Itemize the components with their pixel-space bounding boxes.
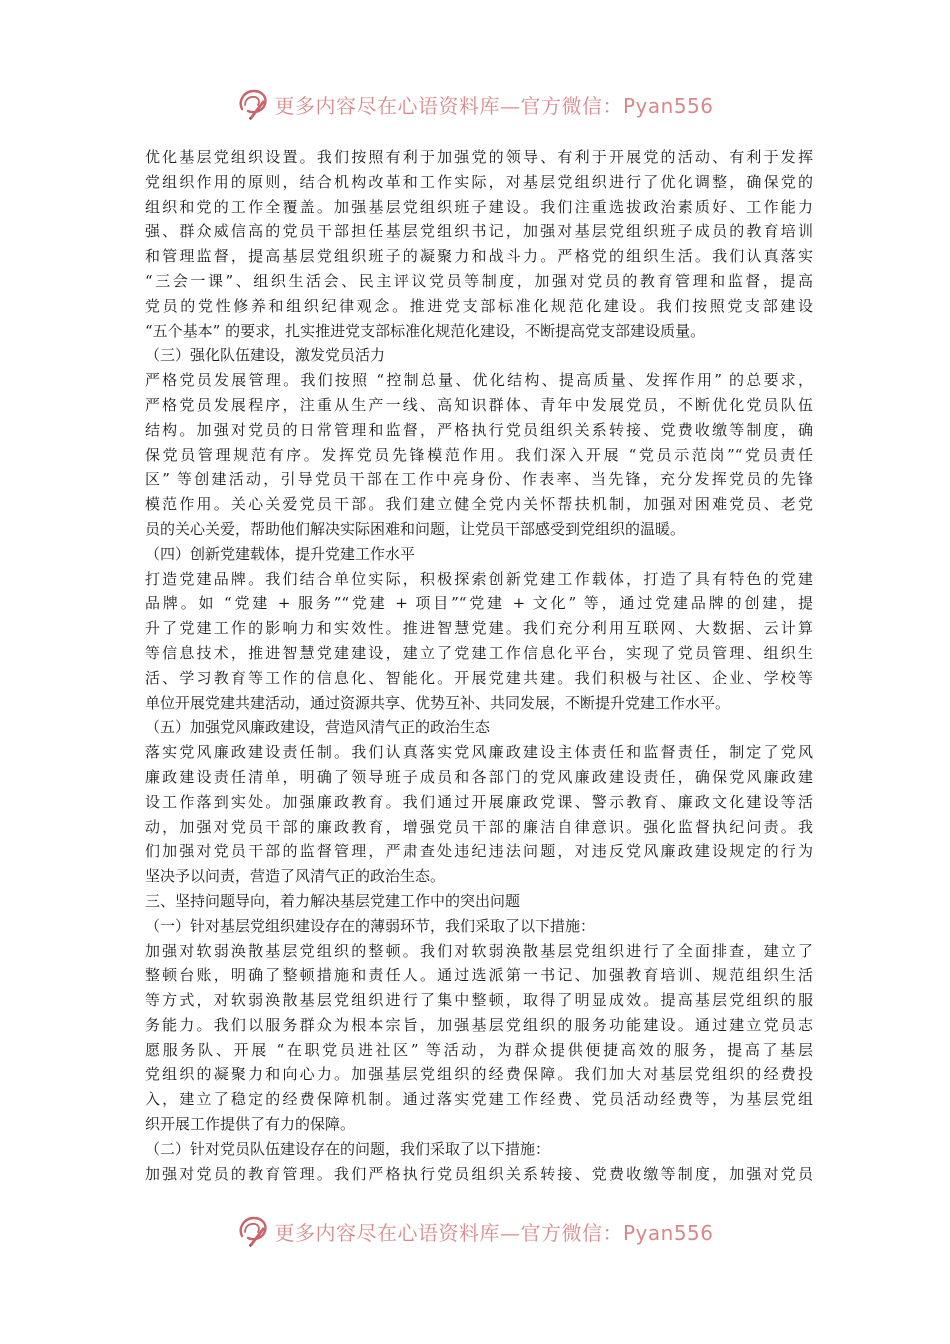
text-line: 加强对党员的教育管理。我们严格执行党员组织关系转接、党费收缴等制度，加强对党员 [145, 1164, 813, 1183]
text-line: 加强对软弱涣散基层党组织的整顿。我们对软弱涣散基层党组织进行了全面排查，建立了 [145, 941, 813, 960]
text-line: 党员的党性修养和组织纪律观念。推进党支部标准化规范化建设。我们按照党支部建设 [145, 296, 813, 315]
text-line: 严格党员发展程序，注重从生产一线、高知识群体、青年中发展党员，不断优化党员队伍 [145, 395, 813, 414]
text-line: 优化基层党组织设置。我们按照有利于加强党的领导、有利于开展党的活动、有利于发挥 [145, 148, 813, 166]
text-line: （一）针对基层党组织建设存在的薄弱环节，我们采取了以下措施： [145, 916, 596, 935]
text-line: 党组织的凝聚力和向心力。加强基层党组织的经费保障。我们加大对基层党组织的经费投 [145, 1065, 813, 1084]
header-banner [0, 84, 950, 124]
text-line: 和管理监督，提高基层党组织班子的凝聚力和战斗力。严格党的组织生活。我们认真落实 [145, 247, 813, 266]
text-line: 保党员管理规范有序。发挥党员先锋模范作用。我们深入开展 “党员示范岗”“党员责任 [145, 445, 813, 464]
text-line: 结构。加强对党员的日常管理和监督，严格执行党员组织关系转接、党费收缴等制度，确 [145, 420, 813, 439]
pen-swirl-logo-icon [236, 87, 270, 121]
text-line: （二）针对党员队伍建设存在的问题，我们采取了以下措施： [145, 1139, 551, 1158]
text-line: 设工作落到实处。加强廉政教育。我们通过开展廉政党课、警示教育、廉政文化建设等活 [145, 792, 813, 811]
text-line: 织开展工作提供了有力的保障。 [145, 1115, 356, 1134]
text-line: 三、坚持问题导向，着力解决基层党建工作中的突出问题 [145, 891, 521, 910]
text-line: 入，建立了稳定的经费保障机制。通过落实党建工作经费、党员活动经费等，为基层党组 [145, 1090, 813, 1109]
text-line: 活、学习教育等工作的信息化、智能化。开展党建共建。我们积极与社区、企业、学校等 [145, 668, 813, 687]
text-line: 单位开展党建共建活动，通过资源共享、优势互补、共同发展，不断提升党建工作水平。 [145, 693, 731, 712]
text-line: （三）强化队伍建设，激发党员活力 [145, 346, 386, 365]
text-line: 等方式，对软弱涣散基层党组织进行了集中整顿，取得了明显成效。提高基层党组织的服 [145, 991, 813, 1010]
text-line: 区” 等创建活动，引导党员干部在工作中亮身份、作表率、当先锋，充分发挥党员的先锋 [145, 470, 813, 489]
text-line: （五）加强党风廉政建设，营造风清气正的政治生态 [145, 718, 491, 737]
text-line: 愿服务队、开展 “在职党员进社区” 等活动，为群众提供便捷高效的服务，提高了基层 [145, 1040, 813, 1059]
document-body [145, 145, 813, 1186]
text-line: 动，加强对党员干部的廉政教育，增强党员干部的廉洁自律意识。强化监督执纪问责。我 [145, 817, 813, 836]
text-line: 坚决予以问责，营造了风清气正的政治生态。 [145, 867, 446, 886]
text-line: 强、群众威信高的党员干部担任基层党组织书记，加强对基层党组织班子成员的教育培训 [145, 222, 813, 241]
text-line: 模范作用。关心关爱党员干部。我们建立健全党内关怀帮扶机制，加强对困难党员、老党 [145, 495, 813, 514]
wechat-id: Pyan556 [622, 1220, 714, 1245]
banner-text: 更多内容尽在心语资料库—官方微信：Pyan556 [274, 1220, 714, 1245]
text-line: 品牌。如 “党建 + 服务”“党建 + 项目”“党建 + 文化” 等，通过党建品牌的创建，提 [145, 594, 813, 613]
text-line: 廉政建设责任清单，明确了领导班子成员和各部门的党风廉政建设责任，确保党风廉政建 [145, 767, 813, 786]
pen-swirl-logo-icon [236, 1214, 270, 1248]
banner-text: 更多内容尽在心语资料库—官方微信：Pyan556 [274, 93, 714, 118]
text-line: 们加强对党员干部的监督管理，严肃查处违纪违法问题，对违反党风廉政建设规定的行为 [145, 842, 813, 861]
text-line: 打造党建品牌。我们结合单位实际，积极探索创新党建工作载体，打造了具有特色的党建 [145, 569, 813, 588]
text-line: 务能力。我们以服务群众为根本宗旨，加强基层党组织的服务功能建设。通过建立党员志 [145, 1015, 813, 1034]
text-line: “五个基本” 的要求，扎实推进党支部标准化规范化建设，不断提高党支部建设质量。 [145, 321, 706, 340]
wechat-id: Pyan556 [622, 93, 714, 118]
text-line: 组织和党的工作全覆盖。加强基层党组织班子建设。我们注重选拔政治素质好、工作能力 [145, 197, 813, 216]
text-line: 员的关心关爱，帮助他们解决实际困难和问题，让党员干部感受到党组织的温暖。 [145, 519, 686, 538]
text-line: 落实党风廉政建设责任制。我们认真落实党风廉政建设主体责任和监督责任，制定了党风 [145, 743, 813, 762]
text-line: “三会一课”、组织生活会、民主评议党员等制度，加强对党员的教育管理和监督，提高 [145, 271, 813, 290]
text-line: （四）创新党建载体，提升党建工作水平 [145, 544, 416, 563]
text-line: 升了党建工作的影响力和实效性。推进智慧党建。我们充分利用互联网、大数据、云计算 [145, 619, 813, 638]
text-line: 严格党员发展管理。我们按照 “控制总量、优化结构、提高质量、发挥作用” 的总要求， [145, 371, 813, 390]
text-line: 党组织作用的原则，结合机构改革和工作实际，对基层党组织进行了优化调整，确保党的 [145, 172, 813, 191]
text-line: 整顿台账，明确了整顿措施和责任人。通过选派第一书记、加强教育培训、规范组织生活 [145, 966, 813, 985]
footer-banner [0, 1211, 950, 1251]
text-line: 等信息技术，推进智慧党建建设，建立了党建工作信息化平台，实现了党员管理、组织生 [145, 643, 813, 662]
